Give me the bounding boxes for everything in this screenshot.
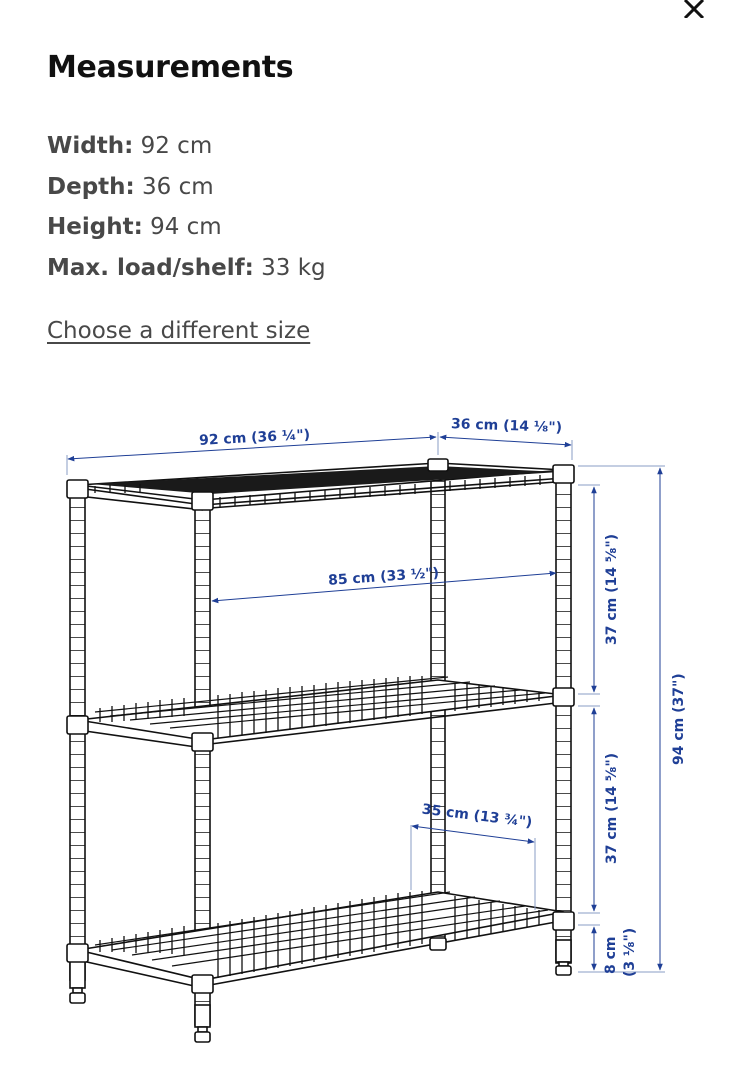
middle-shelf xyxy=(78,676,564,748)
inner-width-dimension-label: 85 cm (33 ½") xyxy=(327,565,440,589)
spec-value: 33 kg xyxy=(261,254,326,281)
floor-clearance-cm-label: 8 cm xyxy=(603,936,619,974)
measurements-list xyxy=(47,126,326,288)
depth-dimension-label: 36 cm (14 ⅛") xyxy=(450,416,563,436)
floor-clearance-in-label: (3 ⅛") xyxy=(622,927,638,977)
close-icon xyxy=(682,0,706,18)
total-height-label: 94 cm (37") xyxy=(671,673,687,765)
spec-max-load xyxy=(47,248,326,289)
spec-value: 92 cm xyxy=(140,133,213,159)
shelf-dimension-drawing xyxy=(0,395,748,1080)
spec-value: 36 cm xyxy=(142,173,214,200)
top-shelf xyxy=(78,463,564,510)
spec-depth xyxy=(47,167,326,208)
bottom-shelf xyxy=(78,891,564,988)
spec-value: 94 cm xyxy=(150,214,222,240)
spec-label: Max. load/shelf: xyxy=(47,254,254,281)
spec-label: Height: xyxy=(47,214,143,240)
dialog-title: Measurements xyxy=(47,50,294,85)
shelf-gap-top-label: 37 cm (14 ⅝") xyxy=(604,533,620,645)
inner-depth-dimension-label: 35 cm (13 ¾") xyxy=(420,801,534,831)
close-button[interactable] xyxy=(676,0,712,22)
spec-width xyxy=(47,126,326,167)
spec-height xyxy=(47,207,326,248)
spec-label: Depth: xyxy=(47,173,135,200)
choose-different-size-link[interactable]: Choose a different size xyxy=(47,318,311,344)
shelf-gap-bottom-label: 37 cm (14 ⅝") xyxy=(604,752,620,864)
width-dimension-label: 92 cm (36 ¼") xyxy=(198,427,311,449)
spec-label: Width: xyxy=(47,133,134,159)
